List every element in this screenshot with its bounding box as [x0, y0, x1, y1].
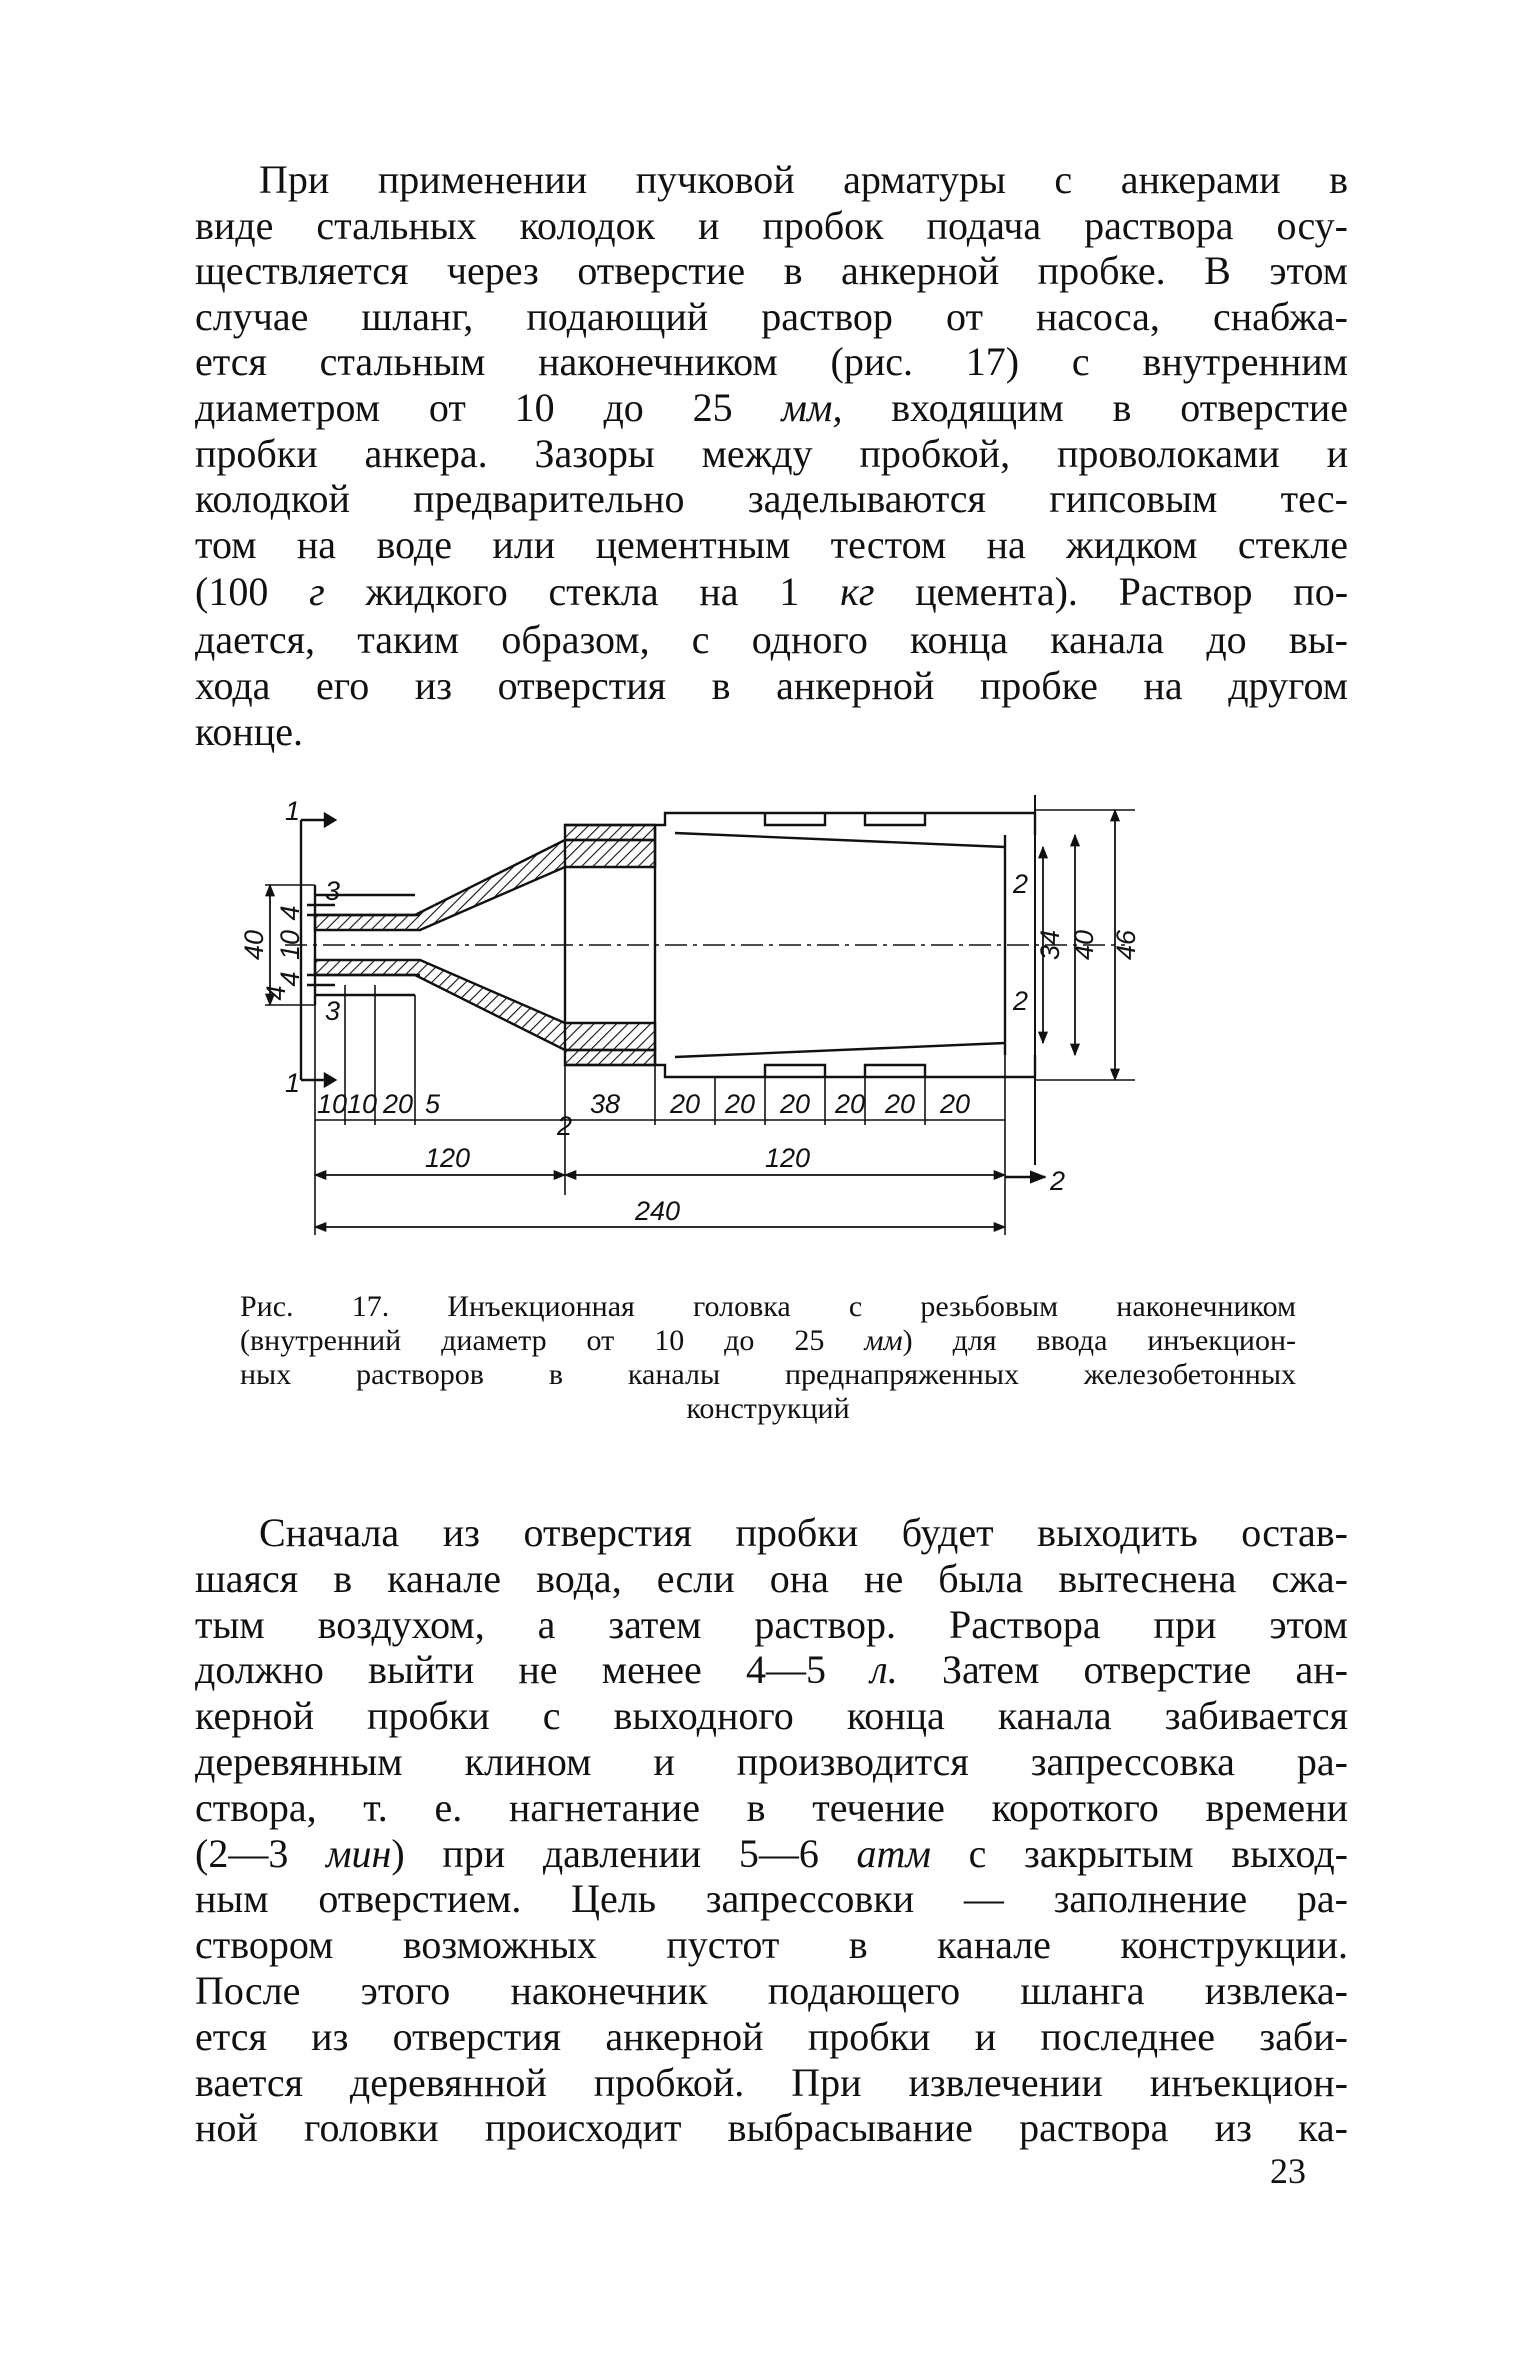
- text-fragment: ) при давлении 5—6: [391, 1830, 857, 1876]
- dim-text-20-6: 20: [940, 1089, 971, 1119]
- thread-upper: [565, 825, 655, 840]
- dim-text-10a: 10: [317, 1089, 348, 1119]
- text-line: керной пробки с выходного конца канала забивается: [195, 1693, 1348, 1739]
- caption-line: ных растворов в каналы преднапряженных железобетонных: [240, 1358, 1296, 1391]
- text-line: деревянным клином и производится запрессовка ра-: [195, 1738, 1348, 1784]
- label-3-lower: 3: [325, 996, 341, 1026]
- section-arrowhead: [325, 814, 335, 826]
- taper-line: [675, 833, 1005, 847]
- dim-text-34: 34: [1035, 929, 1065, 961]
- text-fragment: должно выйти не менее 4—5: [195, 1647, 871, 1693]
- text-fragment: входящим в отверстие: [842, 384, 1348, 430]
- unit-text: мин: [325, 1830, 392, 1876]
- sleeve-slot: [765, 813, 825, 825]
- injection-head-drawing: [239, 795, 1245, 1250]
- text-line: Сначала из отверстия пробки будет выходить остав-: [259, 1510, 1348, 1555]
- figure-caption: [240, 1290, 1296, 1426]
- unit-text: кг: [840, 569, 875, 615]
- dim-text-38: 38: [590, 1089, 621, 1119]
- text-line: створом возможных пустот в канале конструкции.: [195, 1922, 1348, 1968]
- nozzle-wall-lower: [315, 960, 655, 1050]
- text-line: [195, 1831, 1348, 1877]
- dim-text-left-4b: 4: [275, 971, 305, 987]
- dim-text-20-5: 20: [885, 1089, 916, 1119]
- dim-text-5: 5: [425, 1089, 441, 1119]
- text-fragment: жидкого стекла на 1: [324, 569, 841, 615]
- dim-text-left-4: 4: [275, 905, 305, 921]
- paragraph-2: [195, 1510, 1348, 2151]
- label-2-lower: 2: [1013, 986, 1029, 1016]
- dim-text-120-left: 120: [425, 1143, 471, 1173]
- text-line: [195, 385, 1348, 431]
- text-line: виде стальных колодок и пробок подача раствора осу-: [195, 202, 1348, 248]
- thread-lower: [565, 1050, 655, 1065]
- text-line: шаяся в канале вода, если она не была вытеснена сжа-: [195, 1555, 1348, 1601]
- section-mark-bottom: 1: [285, 1068, 301, 1098]
- text-line: вается деревянной пробкой. При извлечении инъекцион-: [195, 2059, 1348, 2105]
- taper-line: [675, 1043, 1005, 1057]
- dim-text-46: 46: [1111, 929, 1141, 961]
- dim-text-20-2: 20: [725, 1089, 756, 1119]
- sleeve-slot: [865, 1065, 925, 1077]
- label-2-upper: 2: [1013, 869, 1029, 899]
- dim-text-left-10: 10: [275, 929, 305, 961]
- sleeve-slot: [765, 1065, 825, 1077]
- text-line: том на воде или цементным тестом на жидком стекле: [195, 521, 1348, 567]
- unit-text: мм: [864, 1324, 903, 1357]
- section-arrowhead: [325, 1074, 335, 1086]
- text-fragment: Затем отверстие ан-: [897, 1647, 1348, 1693]
- text-fragment: (100: [195, 569, 310, 615]
- page-number: 23: [1270, 2151, 1306, 2191]
- nozzle-wall-upper: [315, 840, 655, 930]
- text-line: [195, 1647, 1348, 1693]
- dim-text-240: 240: [635, 1196, 681, 1226]
- dim-text-10b: 10: [347, 1089, 378, 1119]
- text-line: случае шланг, подающий раствор от насоса, снабжа-: [195, 293, 1348, 339]
- text-line: ется стальным наконечником (рис. 17) с внутренним: [195, 339, 1348, 385]
- text-line: тым воздухом, а затем раствор. Раствора при этом: [195, 1601, 1348, 1647]
- label-2-gap: 2: [557, 1111, 573, 1141]
- text-line: ется из отверстия анкерной пробки и последнее заби-: [195, 2013, 1348, 2059]
- text-fragment: с закрытым выход-: [930, 1830, 1348, 1876]
- label-3-upper: 3: [325, 876, 341, 906]
- text-line: ной головки происходит выбрасывание раствора из ка-: [195, 2105, 1348, 2151]
- text-fragment: (внутренний диаметр от 10 до 25: [240, 1324, 865, 1357]
- text-line: хода его из отверстия в анкерной пробке на другом: [195, 662, 1348, 708]
- text-line: конце.: [195, 708, 303, 754]
- text-line: ществляется через отверстие в анкерной пробке. В этом: [195, 248, 1348, 294]
- paragraph-1: [195, 157, 1348, 754]
- dim-text-120-right: 120: [765, 1143, 811, 1173]
- text-fragment: ) для ввода инъекцион-: [902, 1324, 1297, 1357]
- dim-text-20-3: 20: [780, 1089, 811, 1119]
- section-mark-top: 1: [285, 796, 301, 826]
- unit-text: мм,: [781, 384, 843, 430]
- dim-text-20-1: 20: [670, 1089, 701, 1119]
- figure-17-drawing: [239, 795, 1245, 1250]
- text-line: дается, таким образом, с одного конца канала до вы-: [195, 617, 1348, 663]
- section-mark-right: 2: [1050, 1166, 1066, 1196]
- text-line: ным отверстием. Цель запрессовки — заполнение ра-: [195, 1876, 1348, 1922]
- dim-text-20-4: 20: [835, 1089, 866, 1119]
- text-fragment: (2—3: [195, 1830, 326, 1876]
- dim-text-20: 20: [383, 1089, 414, 1119]
- unit-text: г: [309, 569, 325, 615]
- text-fragment: цемента). Раствор по-: [874, 569, 1349, 615]
- unit-text: атм: [856, 1830, 931, 1876]
- dim-text-40: 40: [1069, 929, 1099, 961]
- caption-line: Рис. 17. Инъекционная головка с резьбовым наконечником: [240, 1290, 1296, 1323]
- text-line: При применении пучковой арматуры с анкерами в: [259, 157, 1348, 202]
- dim-text-left-40: 40: [239, 929, 269, 961]
- unit-text: л.: [870, 1647, 898, 1693]
- sleeve-slot: [865, 813, 925, 825]
- caption-line: [240, 1324, 1296, 1358]
- text-line: створа, т. е. нагнетание в течение короткого времени: [195, 1784, 1348, 1830]
- text-line: колодкой предварительно заделываются гипсовым тес-: [195, 476, 1348, 522]
- text-fragment: диаметром от 10 до 25: [195, 384, 782, 430]
- text-line: [195, 567, 1348, 617]
- dim-text-left-4c: 4: [261, 985, 291, 1001]
- caption-line: конструкций: [686, 1392, 850, 1425]
- text-line: пробки анкера. Зазоры между пробкой, проволоками и: [195, 430, 1348, 476]
- text-line: После этого наконечник подающего шланга извлека-: [195, 1967, 1348, 2013]
